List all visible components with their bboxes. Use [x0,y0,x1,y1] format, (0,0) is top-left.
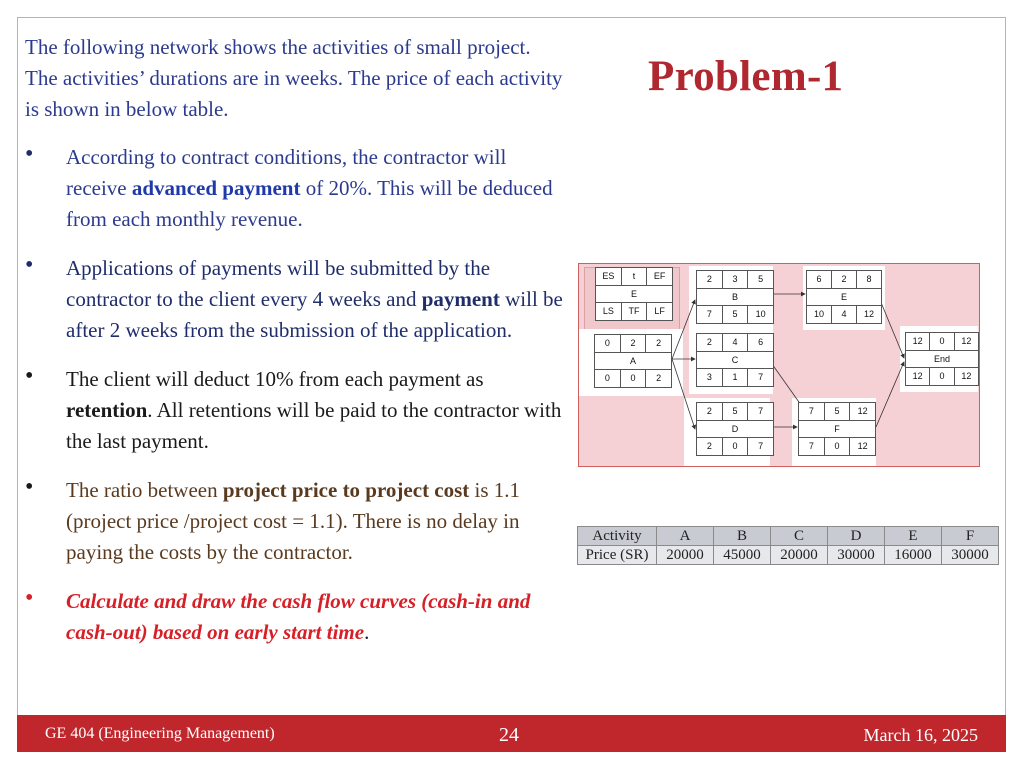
node-e: 6 2 8 E 10 4 12 [806,270,882,324]
arrow-a-d [672,359,695,429]
network-diagram [578,263,980,467]
price-table-value-row [578,546,999,565]
bullet-icon: • [25,141,34,167]
bullet-icon: • [25,363,34,389]
node-b: 2 3 5 B 7 5 10 [696,270,774,324]
footer-bar [17,715,1006,752]
price-table-price: 20000 [771,546,828,565]
emphasis-retention: retention [66,398,148,422]
bullet-list [25,142,570,666]
footer-course: GE 404 (Engineering Management) [45,725,275,742]
footer-date: March 16, 2025 [863,725,978,745]
emphasis-advanced-payment: advanced payment [131,176,301,200]
node-f: 7 5 12 F 7 0 12 [798,402,876,456]
price-table-activity: B [714,527,771,546]
footer-page-number: 24 [499,724,519,746]
bullet-icon: • [25,252,34,278]
node-d: 2 5 7 D 2 0 7 [696,402,774,456]
price-table-activity: D [828,527,885,546]
price-table [577,526,999,565]
arrow-e-end [880,300,904,358]
node-a: 0 2 2 A 0 0 2 [594,334,672,388]
price-table-price: 45000 [714,546,771,565]
price-table-value-label: Price (SR) [578,546,657,565]
price-table-activity: F [942,527,999,546]
price-table-price: 30000 [942,546,999,565]
price-table-activity: C [771,527,828,546]
arrow-a-b [672,300,695,359]
task-instruction: Calculate and draw the cash flow curves (cash-in and cash-out) based on early start time [66,589,531,644]
price-table-activity: A [657,527,714,546]
price-table-price: 20000 [657,546,714,565]
price-table-activity: E [885,527,942,546]
bullet-task: • Calculate and draw the cash flow curves (cash-in and cash-out) based on early start time. [25,585,531,644]
bullet-advanced-payment: • According to contract conditions, the contractor will receive advanced payment of 20%. This will be deduced from each monthly revenue. [25,141,553,231]
emphasis-payment: payment [421,287,500,311]
price-table-header-row [578,527,999,546]
slide-title: Problem-1 [648,53,844,100]
intro-text: The following network shows the activities of small project. The activities’ durations are in weeks. The price of each activity is shown in below table. [25,35,563,121]
bullet-icon: • [25,474,34,500]
price-table-price: 16000 [885,546,942,565]
bullet-price-cost-ratio: • The ratio between project price to project cost is 1.1 (project price /project cost = 1.1). There is no delay in paying the costs by the contractor. [25,474,521,564]
node-c: 2 4 6 C 3 1 7 [696,333,774,387]
emphasis-price-cost: project price to project cost [222,478,470,502]
bullet-icon: • [25,585,34,611]
node-end: 12 0 12 End 12 0 12 [905,332,979,386]
bullet-payment-applications: • Applications of payments will be submitted by the contractor to the client every 4 weeks and payment will be after 2 weeks from the submission of the application. [25,252,563,342]
bullet-retention: • The client will deduct 10% from each payment as retention. All retentions will be paid to the contractor with the last payment. [25,363,562,453]
price-table-header-label: Activity [578,527,657,546]
price-table-price: 30000 [828,546,885,565]
legend-node: ES t EF E LS TF LF [595,267,673,321]
arrow-f-end [876,362,904,427]
